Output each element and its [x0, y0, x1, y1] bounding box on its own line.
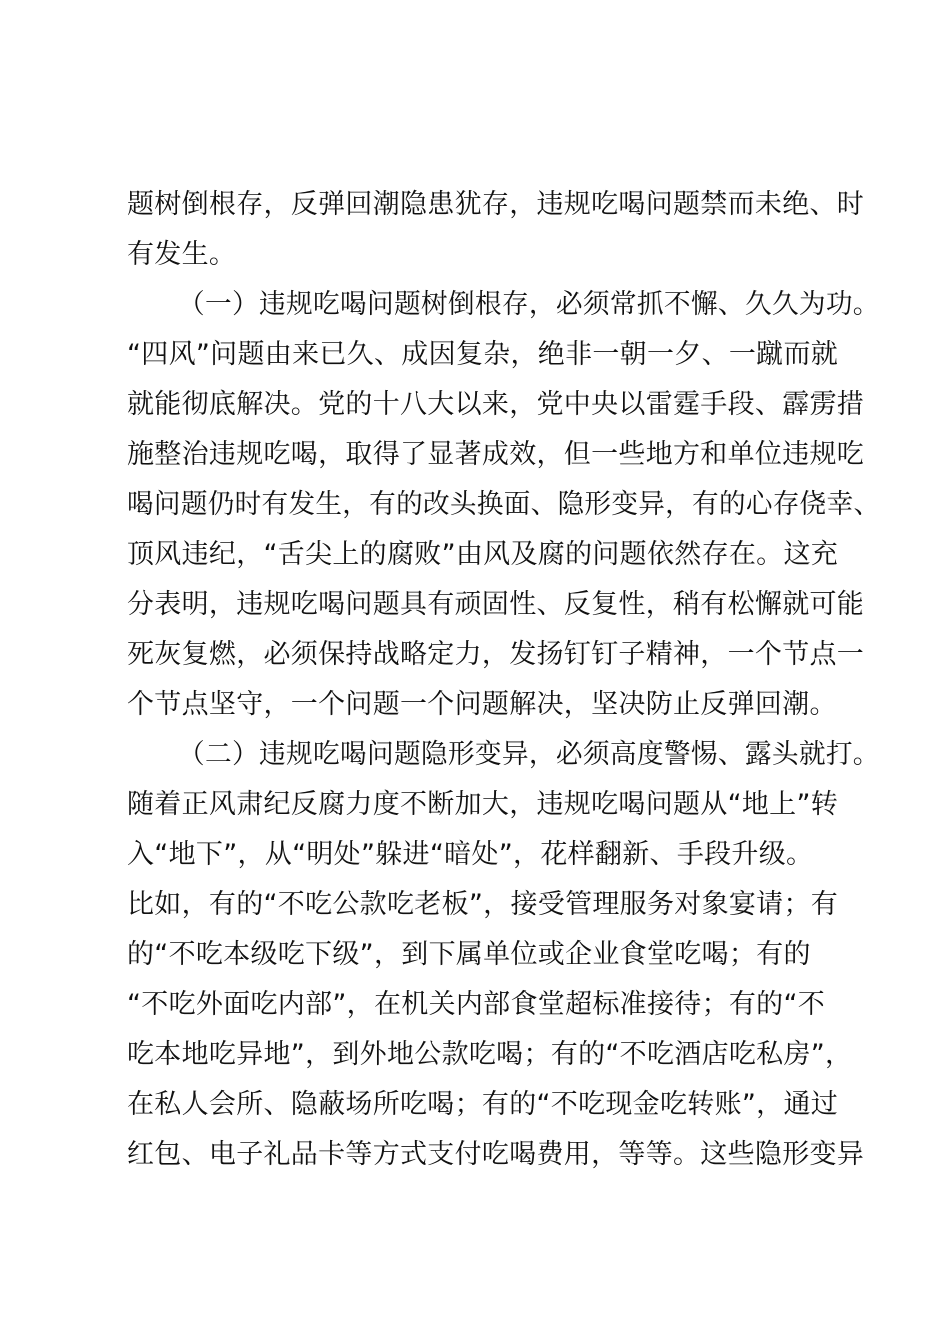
text-line: 入“地下”，从“明处”躲进“暗处”，花样翻新、手段升级。: [127, 839, 814, 870]
text-line: 随着正风肃纪反腐力度不断加大，违规吃喝问题从“地上”转: [127, 789, 839, 820]
text-line: 顶风违纪，“舌尖上的腐败”由风及腐的问题依然存在。这充: [127, 539, 839, 570]
text-line: 喝问题仍时有发生，有的改头换面、隐形变异，有的心存侥幸、: [127, 489, 881, 520]
text-line: 有发生。: [127, 239, 237, 270]
text-line: 比如，有的“不吃公款吃老板”，接受管理服务对象宴请；有: [127, 889, 839, 920]
text-line: 就能彻底解决。党的十八大以来，党中央以雷霆手段、霹雳措: [127, 389, 865, 420]
text-line: 施整治违规吃喝，取得了显著成效，但一些地方和单位违规吃: [127, 439, 865, 470]
text-line: 死灰复燃，必须保持战略定力，发扬钉钉子精神，一个节点一: [127, 639, 865, 670]
paragraph-heading-2: （二）违规吃喝问题隐形变异，必须高度警惕、露头就打。: [178, 739, 880, 770]
text-line: 红包、电子礼品卡等方式支付吃喝费用，等等。这些隐形变异: [127, 1139, 865, 1170]
text-line: “四风”问题由来已久、成因复杂，绝非一朝一夕、一蹴而就: [127, 339, 839, 370]
text-line: “不吃外面吃内部”，在机关内部食堂超标准接待；有的“不: [127, 989, 826, 1020]
paragraph-heading-1: （一）违规吃喝问题树倒根存，必须常抓不懈、久久为功。: [178, 289, 880, 320]
text-line: 的“不吃本级吃下级”，到下属单位或企业食堂吃喝；有的: [127, 939, 811, 970]
text-line: 题树倒根存，反弹回潮隐患犹存，违规吃喝问题禁而未绝、时: [127, 189, 865, 220]
text-line: 吃本地吃异地”，到外地公款吃喝；有的“不吃酒店吃私房”，: [127, 1039, 853, 1070]
text-line: 在私人会所、隐蔽场所吃喝；有的“不吃现金吃转账”，通过: [127, 1089, 839, 1120]
text-line: 个节点坚守，一个问题一个问题解决，坚决防止反弹回潮。: [127, 689, 837, 720]
text-line: 分表明，违规吃喝问题具有顽固性、反复性，稍有松懈就可能: [127, 589, 865, 620]
